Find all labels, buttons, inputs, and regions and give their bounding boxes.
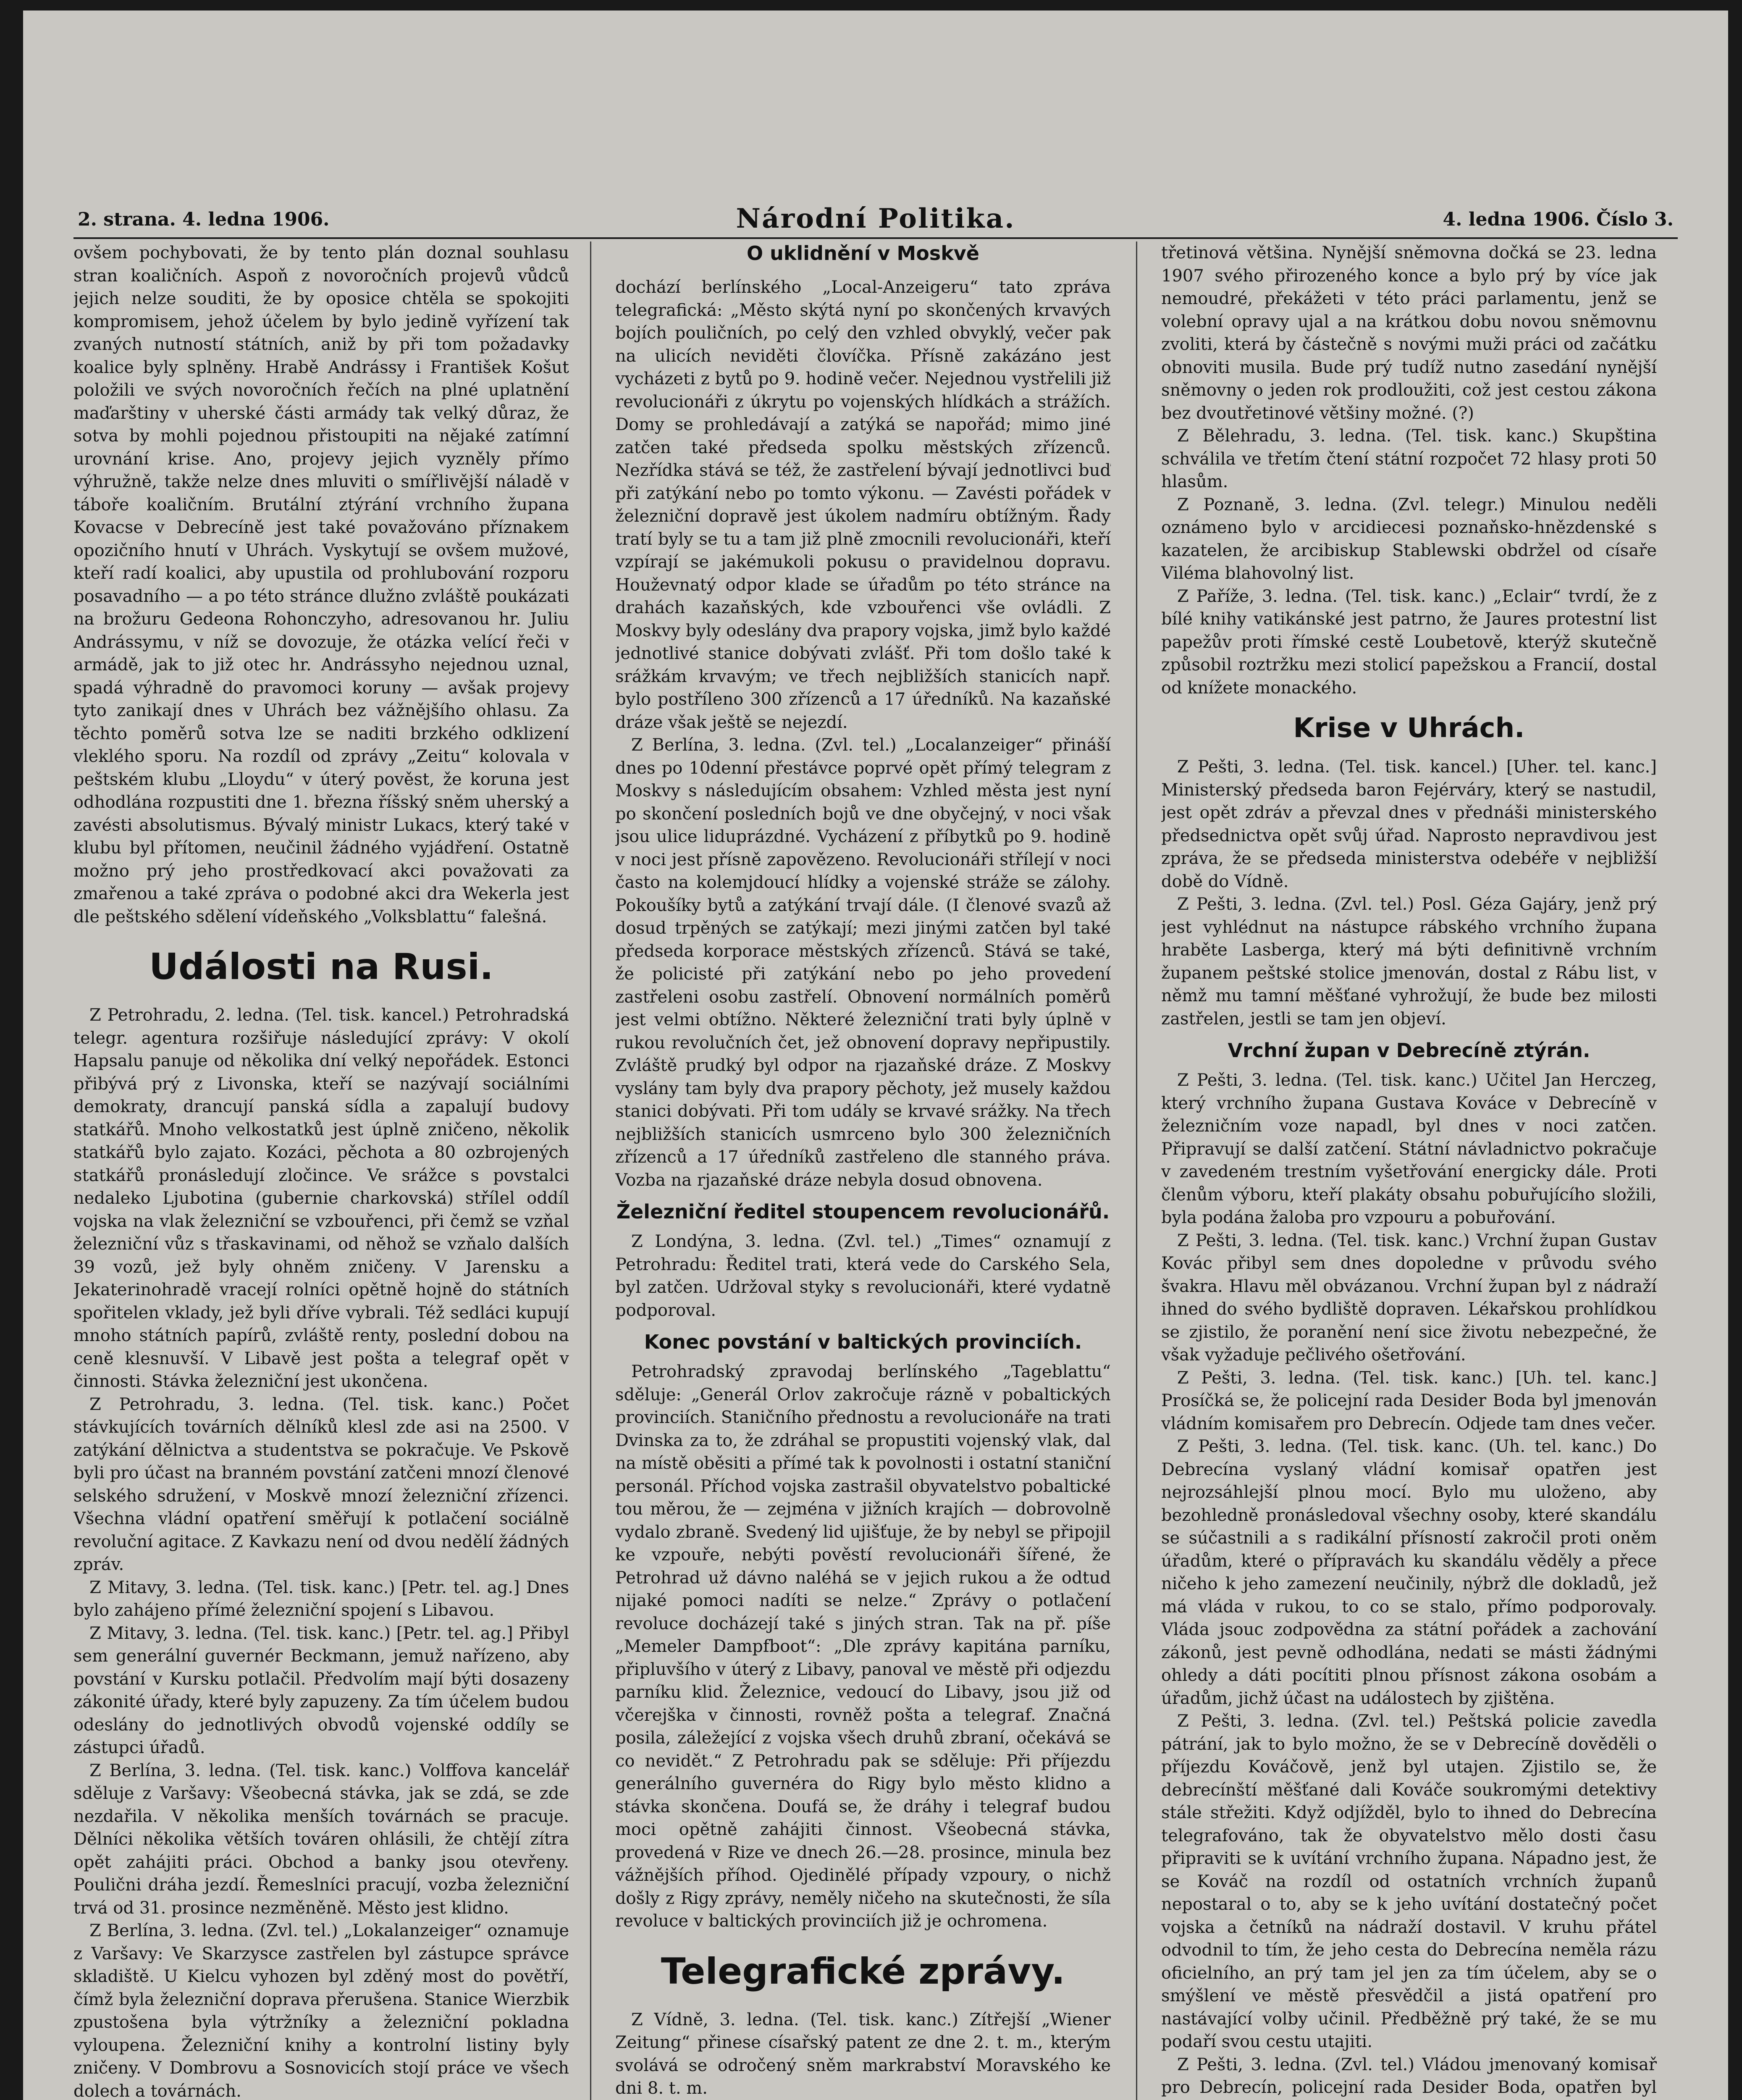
news-item: Z Poznaně, 3. ledna. (Zvl. telegr.) Minulou neděli oznámeno bylo v arcidiecesi poznaňsko-hnězdenské s kazatelen, že arcibiskup Stablewski obdržel od císaře Viléma blahovolný list. <box>1161 495 1657 583</box>
news-item: Z Pešti, 3. ledna. (Tel. tisk. kanc.) Učitel Jan Herczeg, který vrchního župana Gustava Kováce v Debrecíně v železničním voze napadl, byl dnes v noci zatčen. Připravují se další zatčení. Státní návladnictvo pokračuje v zavedeném trestním vyšetřování energicky dále. Proti členům výboru, kteří plakáty obsahu pobuřujícího složili, byla podána žaloba pro vzpouru a pobuřování. <box>1161 1071 1657 1227</box>
article-paragraph: třetinová většina. Nynější sněmovna dočká se 23. ledna 1907 svého přirozeného konce a bylo prý by více jak nemoudré, překážeti v této práci parlamentu, jenž se volební opravy ujal a na krátkou dobu novou sněmovnu zvoliti, která by částečně s novými muži práci od začátku obnoviti musila. Bude prý tudíž nutno zasedání nynější sněmovny o jeden rok prodloužiti, což jest cestou zákona bez dvoutřetinové většiny možné. (?) <box>1161 243 1657 423</box>
news-item: Z Pešti, 3. ledna. (Tel. tisk. kanc. (Uh. tel. kanc.) Do Debrecína vyslaný vládní komisař opatřen jest nejrozsáhlejší plnou mocí. Bylo mu uloženo, aby bezohledně pronásledoval všechny osoby, které skandálu se súčastnili a s radikální přísností zakročil proti oněm úřadům, které o přípravách ku skandálu věděly a přece ničeho k jeho zamezení neučinily, nýbrž dle dokladů, jež má vláda v rukou, to co se stalo, přímo podporovaly. Vláda jsouc zodpovědna za státní pořádek a zachování zákonů, jest pevně odhodlána, nedati se másti žádnými ohledy a dáti pocítiti plnou přísnost zákona osobám a úřadům, jichž účast na událostech by zjištěna. <box>1161 1437 1657 1708</box>
column-divider <box>1136 242 1137 2100</box>
news-item: Z Petrohradu, 2. ledna. (Tel. tisk. kancel.) Petrohradská telegr. agentura rozšiřuje následující zprávy: V okolí Hapsalu panuje od několika dní velký nepořádek. Estonci přibývá prý z Livonska, kteří se nazývají sociálními demokraty, drancují panská sídla a zapalují budovy statkářů. Mnoho velkostatků jest úplně zničeno, několik statkářů bylo zajato. Kozáci, pěchota a 80 ozbrojených statkářů pronásledují zločince. Ve srážce s povstalci nedaleko Ljubotina (gubernie charkovská) střílel oddíl vojska na vlak železniční se vzbouřenci, při čemž se vzňal železniční vůz s třaskavinami, od něhož se vzňalo dalších 39 vozů, jež byly ohněm zničeny. V Jarensku a Jekaterinohradě vracejí rolníci opětně hojně do státních spořitelen vklady, jež byli dříve vybrali. Též sedláci kupují mnoho státních papírů, zvláště renty, poslední dobou na ceně klesnuvší. V Libavě jest pošta a telegraf opět v činnosti. Stávka železniční jest ukončena. <box>73 1005 569 1391</box>
article-paragraph: ovšem pochybovati, že by tento plán doznal souhlasu stran koaličních. Aspoň z novoročních projevů vůdců jejich nelze souditi, že by oposice chtěla se spokojiti kompromisem, jehož účelem by bylo jedině vyřízení tak zvaných nutností státních, aniž by při tom požadavky koalice byly splněny. Hrabě Andrássy i František Košut položili ve svých novoročních řečích na plné uplatnění maďarštiny v uherské části armády tak velký důraz, že sotva by mohli pojednou přistoupiti na nějaké zatímní urovnání krise. Ano, projevy jejich vyzněly přímo výhružně, takže nelze dnes mluviti o smířlivější náladě v táboře koaličním. Brutální ztýrání vrchního župana Kovacse v Debrecíně jest také považováno příznakem opozičního hnutí v Uhrách. Vyskytují se ovšem mužové, kteří radí koalici, aby upustila od prohlubování rozporu posavadního — a po této stránce dlužno zvláště poukázati na brožuru Gedeona Rohonczyho, adresovanou hr. Juliu Andrássymu, v níž se dovozuje, že otázka velící řeči v armádě, jak to již otec hr. Andrássyho nejednou uznal, spadá výhradně do pravomoci koruny — avšak projevy tyto zanikají dnes v Uhrách bez vážnějšího ohlasu. Za těchto poměrů sotva lze se naditi brzkého odklizení vleklého sporu. Na rozdíl od zprávy „Zeitu“ kolovala v peštském klubu „Lloydu“ v úterý pověst, že koruna jest odhodlána rozpustiti dne 1. března říšský sněm uherský a zavésti absolutismus. Bývalý ministr Lukacs, který také v klubu byl přítomen, neučinil žádného vyjádření. Ostatně možno prý jeho prostředkovací akci považovati za zmařenou a také zpráva o podobné akci dra Wekerla jest dle peštského sdělení vídeňského „Volksblattu“ falešná. <box>73 243 569 927</box>
column-1 <box>73 242 569 2100</box>
news-item: Z Pešti, 3. ledna. (Tel. tisk. kanc.) Vrchní župan Gustav Kovác přibyl sem dnes dopoledne v průvodu svého švakra. Hlavu měl obvázanou. Vrchní župan byl z nádraží ihned do svého bydliště dopraven. Lékařskou prohlídkou se zjistilo, že poranění není sice životu nebezpečné, že však vyžaduje pečlivého ošetřování. <box>1161 1231 1657 1365</box>
news-item: Z Pešti, 3. ledna. (Zvl. tel.) Vládou jmenovaný komisař pro Debrecín, policejní rada Desider Boda, opatřen byl <box>1161 2055 1657 2097</box>
section-heading: Krise v Uhrách. <box>1293 713 1525 744</box>
section-heading: Telegrafické zprávy. <box>661 1950 1065 1992</box>
news-item: Z Mitavy, 3. ledna. (Tel. tisk. kanc.) [Petr. tel. ag.] Dnes bylo zahájeno přímé železniční spojení s Libavou. <box>73 1578 569 1620</box>
column-3 <box>1161 242 1657 2100</box>
news-item: Z Vídně, 3. ledna. (Tel. tisk. kanc.) Zítřejší „Wiener Zeitung“ přinese císařský patent ze dne 2. t. m., kterým svolává se odročený sněm markrabství Moravského ke dni 8. t. m. <box>615 2010 1111 2098</box>
article-heading: Vrchní župan v Debrecíně ztýrán. <box>1228 1039 1590 1062</box>
news-item: Z Berlína, 3. ledna. (Zvl. tel.) „Lokalanzeiger“ oznamuje z Varšavy: Ve Skarzysce zastřelen byl zástupce správce skladiště. U Kielcu vyhozen byl zděný most do povětří, čímž byla železniční doprava přerušena. Stanice Wierzbik zpustošena byla výtržníky a železniční pokladna vyloupena. Železniční knihy a kontrolní listiny byly zničeny. V Dombrovu a Sosnovicích stojí práce ve všech dolech a továrnách. <box>73 1921 569 2100</box>
newspaper-title: Národní Politika. <box>736 203 1015 234</box>
news-item: Z Bělehradu, 3. ledna. (Tel. tisk. kanc.) Skupština schválila ve třetím čtení státní rozpočet 72 hlasy proti 50 hlasům. <box>1161 426 1657 491</box>
news-item: Z Berlína, 3. ledna. (Zvl. tel.) „Localanzeiger“ přináší dnes po 10denní přestávce poprvé opět přímý telegram z Moskvy s následujícím obsahem: Vzhled města jest nyní po skončení posledních bojů ve dne obyčejný, v noci však jsou ulice liduprázdné. Vycházení z příbytků po 9. hodině v noci jest přísně zapovězeno. Revolucionáři střílejí v noci často na kolemjdoucí hlídky a vojenské stráže se zálohy. Pokoušíky bytů a zatýkání trvají dále. (I členové svazů až dosud trpěných se zatýkají; mezi jinými zatčen byl také předseda korporace městských zřízenců. Stává se také, že policisté při zatýkání nebo po jeho provedení zastřeleni osobu zastřelí. Obnovení normálních poměrů jest velmi obtížno. Některé železniční trati byly úplně v rukou revolučních čet, jež obnovení dopravy nepřipustily. Zvláště prudký byl odpor na rjazaňské dráze. Z Moskvy vyslány tam byly dva prapory pěchoty, jež musely každou stanici dobývati. Při tom udály se krvavé srážky. Na třech nejbližších stanicích usmrceno bylo 300 železničních zřízenců a 17 úředníků zastřeleno dle stanného práva. Vozba na rjazaňské dráze nebyla dosud obnovena. <box>615 735 1111 1190</box>
news-item: Z Paříže, 3. ledna. (Tel. tisk. kanc.) „Eclair“ tvrdí, že z bílé knihy vatikánské jest patrno, že Jaures protestní list papežův proti římské cestě Loubetově, kterýž skutečně způsobil roztržku mezi stolicí papežskou a Francií, dostal od knížete monackého. <box>1161 586 1657 698</box>
news-item: Z Berlína, 3. ledna. (Tel. tisk. kanc.) Volffova kancelář sděluje z Varšavy: Všeobecná stávka, jak se zdá, se zde nezdařila. V několika menších továrnách se pracuje. Dělníci několika větších továren ohlásili, že chtějí zítra opět zahájiti práci. Obchod a banky jsou otevřeny. Poulični dráha jezdí. Řemeslníci pracují, vozba železniční trvá od 31. prosince nezměněně. Město jest klidno. <box>73 1761 569 1918</box>
section-heading: Události na Rusi. <box>149 946 493 988</box>
article-heading: Železniční ředitel stoupencem revolucionářů. <box>616 1200 1110 1223</box>
news-item: Z Pešti, 3. ledna. (Tel. tisk. kancel.) [Uher. tel. kanc.] Ministerský předseda baron Fejérváry, který se nastudil, jest opět zdráv a převzal dnes v přednáši ministerského předsednictva opět svůj úřad. Naprosto nepravdivou jest zpráva, že se předseda ministerstva odebéře v nejbližší době do Vídně. <box>1161 757 1657 891</box>
news-item: Z Londýna, 3. ledna. (Zvl. tel.) „Times“ oznamují z Petrohradu: Ředitel trati, která vede do Carského Sela, byl zatčen. Udržoval styky s revolucionáři, které vydatně podporoval. <box>615 1232 1111 1320</box>
article-heading: O uklidnění v Moskvě <box>747 242 979 265</box>
column-divider <box>590 242 591 2100</box>
article-paragraph: Petrohradský zpravodaj berlínského „Tageblattu“ sděluje: „Generál Orlov zakročuje rázně v pobaltických provinciích. Staničního přednostu a revolucionáře na trati Dvinska za to, že zdráhal se propustiti vojenský vlak, dal na místě oběsiti a přímé tak k povolnosti i ostatní staniční personál. Příchod vojska zastrašil obyvatelstvo pobaltické tou měrou, že — zejména v jižních krajích — dobrovolně vydalo zbraně. Svedený lid ujišťuje, že by nebyl se připojil ke vzpouře, nebýti pověstí revolucionáři šířené, že Petrohrad už dávno naléhá se v jejich rukou a že odtud nijaké pomoci nadíti se nelze.“ Zprávy o potlačení revoluce docházejí také s jiných stran. Tak na př. píše „Memeler Dampfboot“: „Dle zprávy kapitána parníku, připluvšího v úterý z Libavy, panoval ve městě při odjezdu parníku klid. Železnice, vedoucí do Libavy, jsou již od včerejška v činnosti, rovněž pošta a telegraf. Značná posila, záležející z vojska všech druhů zbraní, očekává se co nevidět.“ Z Petrohradu pak se sděluje: Při příjezdu generálního guvernéra do Rigy bylo město klidno a stávka skončena. Doufá se, že dráhy i telegraf budou moci opětně zahájiti činnost. Všeobecná stávka, provedená v Rize ve dnech 26.—28. prosince, minula bez vážnějších příhod. Ojedinělé případy vzpoury, o nichž došly z Rigy zprávy, neměly ničeho na skutečnosti, že síla revoluce v baltických provinciích již je ochromena. <box>615 1362 1111 1931</box>
page-header <box>73 187 1678 239</box>
column-2 <box>615 242 1111 2100</box>
newspaper-page <box>73 187 1678 2100</box>
issue-date-number: 4. ledna 1906. Číslo 3. <box>1443 209 1674 230</box>
news-item: Z Pešti, 3. ledna. (Zvl. tel.) Peštská policie zavedla pátrání, jak to bylo možno, že se v Debrecíně dověděli o příjezdu Kováčově, jenž byl utajen. Zjistilo se, že debrecínští měšťané dali Kováče soukromými detektivy stále střežiti. Když odjížděl, bylo to ihned do Debrecína telegrafováno, tak že obyvatelstvo mělo dosti času připraviti se k uvítání vrchního župana. Nápadno jest, že se Kováč na rozdíl od ostatních vrchních županů nepostaral o to, aby se k jeho uvítání dostatečný počet vojska a četníků na nádraží dostavil. V kruhu přátel odvodnil to tím, že jeho cesta do Debrecína neměla rázu oficielního, an prý tam jel jen za tím účelem, aby se o smýšlení ve městě přesvědčil a jistá opatření pro nastávající volby učinil. Předběžně prý také, že se mu podaří svou cestu utajiti. <box>1161 1712 1657 2051</box>
news-item: Z Pešti, 3. ledna. (Zvl. tel.) Posl. Géza Gajáry, jenž prý jest vyhlédnut na nástupce rábského vrchního župana hraběte Lasberga, který má býti definitivně vrchním županem peštské stolice jmenován, dostal z Rábu list, v němž mu tamní měšťané vyhrožují, že bude bez milosti zastřelen, jestli se tam jen objeví. <box>1161 895 1657 1029</box>
article-paragraph: dochází berlínského „Local-Anzeigeru“ tato zpráva telegrafická: „Město skýtá nyní po skončených krvavých bojích pouličních, po celý den vzhled obvyklý, večer pak na ulicích neviděti človíčka. Přísně zakázáno jest vycházeti z bytů po 9. hodině večer. Nejednou vystřelili již revolucionáři z úkrytu po vojenských hlídkách a strážích. Domy se prohledávají a zatýká se napořád; mimo jiné zatčen také předseda spolku městských zřízenců. Nezřídka stává se též, že zastřelení bývají jednotlivci buď při zatýkání nebo po tomto výkonu. — Zavésti pořádek v železniční dopravě jest úkolem nadmíru obtížným. Řady tratí byly se tu a tam již plně zmocnili revolucionáři, kteří vzpírají se jakémukoli pokusu o pravidelnou dopravu. Houževnatý odpor klade se úřadům po této stránce na drahách kazaňských, kde vzbouřenci vše ovládli. Z Moskvy byly odeslány dva prapory vojska, jimž bylo každé jednotlivé stanice dobývati zvlášť. Při tom došlo také k srážkám krvavým; ve třech nejbližších stanicích např. bylo postříleno 300 zřízenců a 17 úředníků. Na kazaňské dráze však ještě se nejezdí. <box>615 278 1111 732</box>
newspaper-sheet <box>23 10 1728 2100</box>
article-heading: Konec povstání v baltických provinciích. <box>644 1331 1082 1353</box>
news-item: Z Petrohradu, 3. ledna. (Tel. tisk. kanc.) Počet stávkujících továrních dělníků klesl zde asi na 2500. V zatýkání dělnictva a studentstva se pokračuje. Ve Pskově byli pro účast na branném povstání zatčeni mnozí členové selského sdružení, v Moskvě mnozí železniční zřízenci. Všechna vládní opatření směřují k potlačení sociálně revoluční agitace. Z Kavkazu není od dvou nedělí žádných zpráv. <box>73 1394 569 1574</box>
page-number-date: 2. strana. 4. ledna 1906. <box>78 209 330 230</box>
news-item: Z Pešti, 3. ledna. (Tel. tisk. kanc.) [Uh. tel. kanc.] Prosíčká se, že policejní rada Desider Boda byl jmenován vládním komisařem pro Debrecín. Odjede tam dnes večer. <box>1161 1368 1657 1433</box>
news-item: Z Mitavy, 3. ledna. (Tel. tisk. kanc.) [Petr. tel. ag.] Přibyl sem generální guvernér Beckmann, jemuž nařízeno, aby povstání v Kursku potlačil. Předvolím mají býti dosazeny zákonité úřady, které byly zapuzeny. Za tím účelem budou odeslány do jednotlivých obvodů vojenské oddíly se zástupci úřadů. <box>73 1623 569 1757</box>
